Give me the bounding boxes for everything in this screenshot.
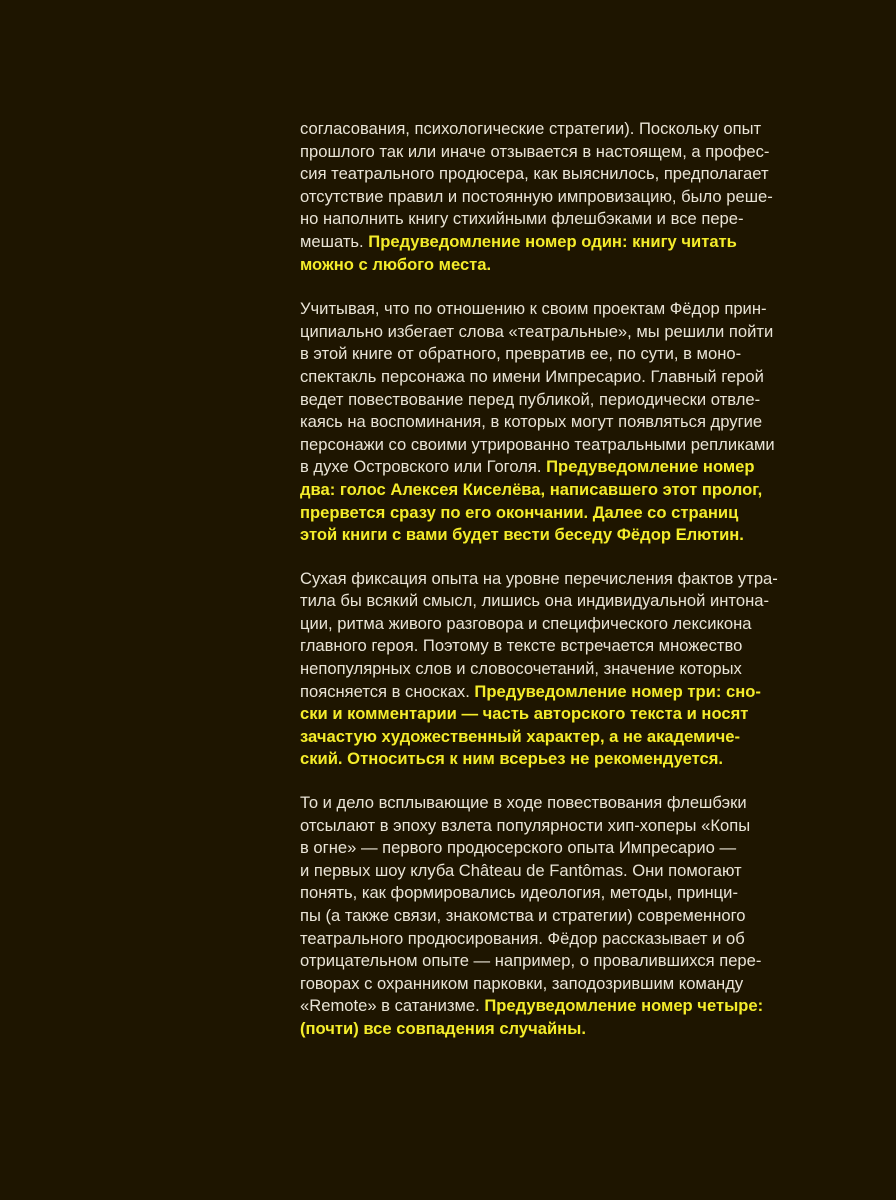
highlighted-text: зачастую художественный характер, а не академиче- [300, 726, 741, 746]
body-text: мешать. [300, 231, 369, 251]
body-text: отсылают в эпоху взлета популярности хип-хоперы «Копы [300, 815, 751, 835]
text-line [300, 860, 800, 883]
text-line [300, 973, 800, 996]
text-line [300, 815, 800, 838]
text-line [300, 1018, 800, 1041]
highlighted-text: этой книги с вами будет вести беседу Фёдор Елютин. [300, 525, 744, 545]
body-text: персонажи со своими утрированно театральными репликами [300, 434, 775, 454]
body-text: «Remote» в сатанизме. [300, 996, 485, 1016]
text-line [300, 928, 800, 951]
text-column [300, 118, 800, 1041]
text-line [300, 208, 800, 231]
text-line [300, 703, 800, 726]
body-text: согласования, психологические стратегии). Поскольку опыт [300, 119, 762, 138]
text-line [300, 837, 800, 860]
text-line [300, 882, 800, 905]
text-line [300, 681, 800, 704]
text-line [300, 389, 800, 412]
text-line [300, 658, 800, 681]
text-line [300, 434, 800, 457]
text-line [300, 456, 800, 479]
text-line [300, 748, 800, 771]
text-line [300, 502, 800, 525]
text-line [300, 635, 800, 658]
highlighted-text: прервется сразу по его окончании. Далее со страниц [300, 502, 739, 522]
text-line [300, 995, 800, 1018]
body-text: в огне» — первого продюсерского опыта Импресарио — [300, 838, 737, 858]
body-text: говорах с охранником парковки, заподозрившим команду [300, 973, 744, 993]
highlighted-text: ски и комментарии — часть авторского текста и носят [300, 704, 749, 724]
body-text: спектакль персонажа по имени Импресарио. Главный герой [300, 366, 764, 386]
body-text: сия театрального продюсера, как выяснилось, предполагает [300, 164, 769, 184]
body-text: ведет повествование перед публикой, периодически отвле- [300, 389, 761, 409]
body-text: понять, как формировались идеология, методы, принци- [300, 883, 738, 903]
body-text: ципиально избегает слова «театральные», мы решили пойти [300, 321, 774, 341]
body-text: ции, ритма живого разговора и специфического лексикона [300, 613, 752, 633]
text-line [300, 613, 800, 636]
text-line [300, 479, 800, 502]
highlighted-text: ский. Относиться к ним всерьез не рекомендуется. [300, 749, 724, 769]
body-text: театрального продюсирования. Фёдор рассказывает и об [300, 928, 745, 948]
text-line [300, 163, 800, 186]
text-line [300, 118, 800, 141]
text-line [300, 254, 800, 277]
text-line [300, 590, 800, 613]
text-line [300, 343, 800, 366]
text-line [300, 141, 800, 164]
text-line [300, 321, 800, 344]
body-text: тила бы всякий смысл, лишись она индивидуальной интона- [300, 591, 769, 611]
body-text: То и дело всплывающие в ходе повествования флешбэки [300, 793, 747, 813]
text-line [300, 298, 800, 321]
body-text: непопулярных слов и словосочетаний, значение которых [300, 659, 742, 679]
highlighted-text: Предуведомление номер три: сно- [474, 681, 761, 701]
highlighted-text: можно с любого места. [300, 254, 492, 274]
body-text: каясь на воспоминания, в которых могут появляться другие [300, 412, 763, 432]
highlighted-text: Предуведомление номер [546, 457, 755, 477]
paragraph [300, 118, 800, 276]
text-line [300, 366, 800, 389]
paragraph [300, 568, 800, 771]
text-line [300, 524, 800, 547]
text-line [300, 568, 800, 591]
body-text: пы (а также связи, знакомства и стратегии) современного [300, 906, 746, 925]
body-text: отсутствие правил и постоянную импровизацию, было реше- [300, 186, 773, 206]
highlighted-text: Предуведомление номер один: книгу читать [368, 231, 737, 251]
paragraph [300, 298, 800, 547]
text-line [300, 231, 800, 254]
text-line [300, 792, 800, 815]
body-text: в этой книге от обратного, превратив ее, по сути, в моно- [300, 344, 742, 364]
body-text: Учитывая, что по отношению к своим проектам Фёдор прин- [300, 299, 767, 319]
body-text: поясняется в сносках. [300, 681, 475, 701]
body-text: прошлого так или иначе отзывается в настоящем, а профес- [300, 141, 770, 161]
text-line [300, 905, 800, 928]
body-text: в духе Островского или Гоголя. [300, 457, 547, 477]
highlighted-text: Предуведомление номер четыре: [484, 996, 764, 1016]
text-line [300, 726, 800, 749]
body-text: главного героя. Поэтому в тексте встречается множество [300, 636, 743, 656]
text-line [300, 411, 800, 434]
highlighted-text: (почти) все совпадения случайны. [300, 1018, 586, 1038]
paragraph [300, 792, 800, 1041]
text-line [300, 950, 800, 973]
highlighted-text: два: голос Алексея Киселёва, написавшего этот пролог, [300, 479, 763, 499]
body-text: отрицательном опыте — например, о провалившихся пере- [300, 951, 762, 971]
body-text: Сухая фиксация опыта на уровне перечисления фактов утра- [300, 568, 778, 588]
body-text: но наполнить книгу стихийными флешбэками и все пере- [300, 209, 744, 229]
text-line [300, 186, 800, 209]
body-text: и первых шоу клуба Château de Fantômas. Они помогают [300, 860, 742, 880]
